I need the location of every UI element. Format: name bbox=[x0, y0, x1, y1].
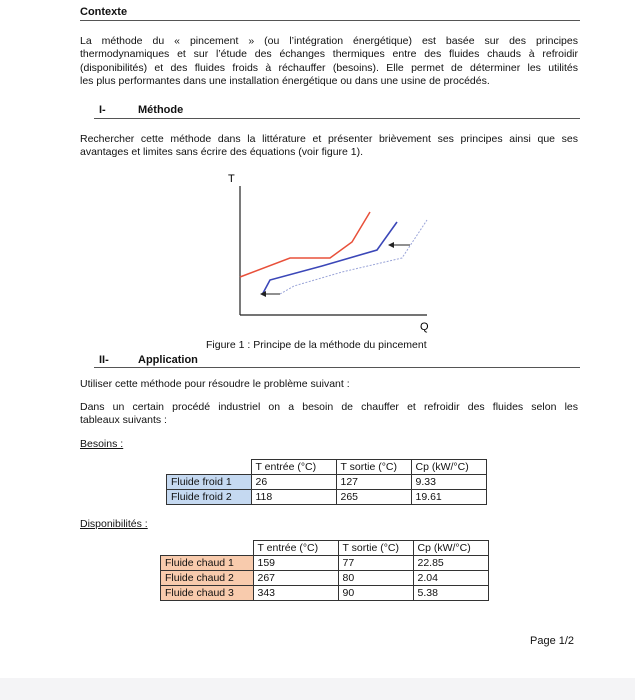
disponibilites-header-cell: T sortie (°C) bbox=[338, 541, 413, 556]
fluid-name-cell: Fluide chaud 1 bbox=[161, 556, 254, 571]
table-row bbox=[167, 475, 487, 490]
section2-number: II- bbox=[99, 354, 109, 366]
t-out-cell: 90 bbox=[338, 586, 413, 601]
contexte-rule bbox=[80, 20, 580, 21]
figure-caption: Figure 1 : Principe de la méthode du pincement bbox=[206, 339, 427, 351]
disponibilites-header-cell: T entrée (°C) bbox=[253, 541, 338, 556]
section2-rule bbox=[94, 367, 580, 368]
section2-problem bbox=[80, 401, 578, 428]
besoins-header-cell: T sortie (°C) bbox=[336, 460, 411, 475]
bottom-band bbox=[0, 678, 635, 700]
cp-cell: 19.61 bbox=[411, 490, 486, 505]
section1-title: Méthode bbox=[138, 104, 184, 116]
x-axis-label: Q bbox=[420, 321, 429, 333]
disponibilites-header-cell: Cp (kW/°C) bbox=[413, 541, 488, 556]
section1-line: Rechercher cette méthode dans la littérature et présenter brièvement ses principes ainsi que ses bbox=[80, 133, 578, 145]
t-in-cell: 343 bbox=[253, 586, 338, 601]
besoins-label: Besoins : bbox=[80, 438, 124, 450]
besoins-header-cell: T entrée (°C) bbox=[251, 460, 336, 475]
cp-cell: 9.33 bbox=[411, 475, 486, 490]
besoins-table bbox=[166, 459, 487, 505]
t-in-cell: 26 bbox=[251, 475, 336, 490]
besoins-corner bbox=[167, 460, 252, 475]
shift-arrowhead-high bbox=[388, 242, 394, 248]
section2-title: Application bbox=[138, 354, 198, 366]
cp-cell: 22.85 bbox=[413, 556, 488, 571]
y-axis-label: T bbox=[228, 173, 235, 185]
table-row bbox=[167, 490, 487, 505]
section2-problem-line: tableaux suivants : bbox=[80, 414, 167, 427]
fluid-name-cell: Fluide froid 1 bbox=[167, 475, 252, 490]
page-number: Page 1/2 bbox=[530, 635, 575, 647]
fluid-name-cell: Fluide froid 2 bbox=[167, 490, 252, 505]
hot-composite-curve bbox=[240, 212, 370, 277]
pinch-figure bbox=[222, 170, 452, 343]
disponibilites-corner bbox=[161, 541, 254, 556]
fluid-name-cell: Fluide chaud 3 bbox=[161, 586, 254, 601]
table-row bbox=[161, 586, 489, 601]
besoins-header-cell: Cp (kW/°C) bbox=[411, 460, 486, 475]
section1-line: avantages et limites sans écrire des équations (voir figure 1). bbox=[80, 146, 364, 159]
disponibilites-label: Disponibilités : bbox=[80, 518, 148, 530]
contexte-heading: Contexte bbox=[80, 6, 128, 18]
contexte-line: les plus performantes dans une installation énergétique ou dans une usine de procédés. bbox=[80, 75, 490, 88]
contexte-line: thermodynamiques et sur l’étude des échanges thermiques entre des fluides chauds à refroidir bbox=[80, 48, 578, 61]
section1-rule bbox=[94, 118, 580, 119]
section1-paragraph bbox=[80, 133, 578, 160]
section2-intro-line: Utiliser cette méthode pour résoudre le problème suivant : bbox=[80, 378, 350, 390]
table-row bbox=[161, 556, 489, 571]
besoins-header-row bbox=[167, 460, 487, 475]
cp-cell: 2.04 bbox=[413, 571, 488, 586]
t-in-cell: 267 bbox=[253, 571, 338, 586]
contexte-paragraph bbox=[80, 35, 578, 89]
t-out-cell: 127 bbox=[336, 475, 411, 490]
cp-cell: 5.38 bbox=[413, 586, 488, 601]
section2-problem-line: Dans un certain procédé industriel on a besoin de chauffer et refroidir des fluides selon les bbox=[80, 401, 578, 413]
t-out-cell: 77 bbox=[338, 556, 413, 571]
pinch-diagram bbox=[222, 170, 452, 338]
contexte-line: (disponibilités) et des fluides froids à réchauffer (besoins). Elle permet de déterminer les utilités bbox=[80, 61, 578, 74]
disponibilites-table bbox=[160, 540, 489, 601]
t-out-cell: 265 bbox=[336, 490, 411, 505]
t-out-cell: 80 bbox=[338, 571, 413, 586]
t-in-cell: 159 bbox=[253, 556, 338, 571]
disponibilites-header-row bbox=[161, 541, 489, 556]
contexte-line: La méthode du « pincement » (ou l’intégration énergétique) est basée sur des principes bbox=[80, 35, 578, 47]
section1-number: I- bbox=[99, 104, 106, 116]
table-row bbox=[161, 571, 489, 586]
section2-intro bbox=[80, 378, 578, 391]
t-in-cell: 118 bbox=[251, 490, 336, 505]
fluid-name-cell: Fluide chaud 2 bbox=[161, 571, 254, 586]
